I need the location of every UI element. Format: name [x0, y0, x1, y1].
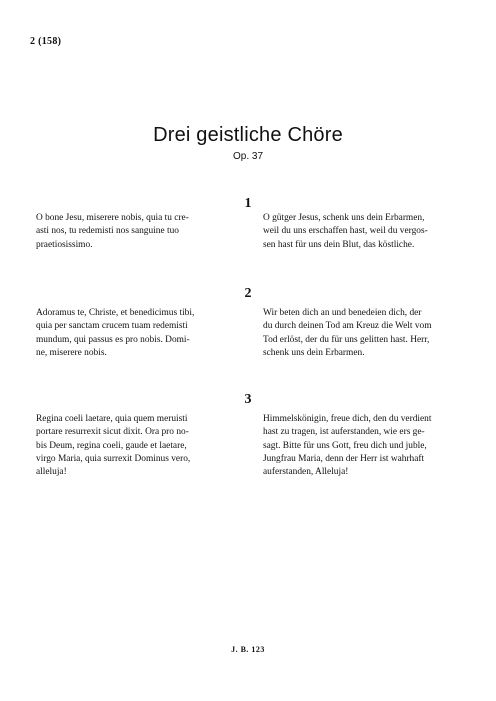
section-number-3: 3: [244, 392, 252, 407]
section-number-2: 2: [244, 286, 252, 301]
german-line: sagt. Bitte für uns Gott, freu dich und juble,: [263, 440, 427, 451]
section-1-latin-text: [36, 212, 232, 252]
section-2-german-text: [263, 307, 459, 360]
latin-line: praetiosissimo.: [36, 239, 93, 250]
opus-number: Op. 37: [232, 151, 264, 162]
footer-plate-number: J. B. 123: [231, 645, 265, 654]
latin-line: asti nos, tu redemisti nos sanguine tuo: [36, 226, 179, 237]
latin-line: virgo Maria, quia surrexit Dominus vero,: [36, 453, 191, 464]
german-line: Himmelskönigin, freue dich, den du verdient: [263, 414, 432, 424]
german-line: schenk uns dein Erbarmen.: [263, 347, 365, 358]
section-3-german-text: [263, 413, 459, 479]
german-line: auferstanden, Alleluja!: [263, 467, 349, 478]
latin-line: mundum, qui passus es pro nobis. Domi-: [36, 334, 190, 345]
section-2-latin-text: [36, 307, 232, 360]
german-line: O gütger Jesus, schenk uns dein Erbarmen,: [263, 213, 425, 223]
latin-line: ne, miserere nobis.: [36, 347, 107, 358]
latin-line: bis Deum, regina coeli, gaude et laetare,: [36, 440, 187, 451]
latin-line: quia per sanctam crucem tuam redemisti: [36, 321, 188, 332]
latin-line: Regina coeli laetare, quia quem meruisti: [36, 414, 188, 424]
german-line: sen hast für uns dein Blut, das köstliche.: [263, 239, 415, 250]
latin-line: Adoramus te, Christe, et benedicimus tibi,: [36, 308, 195, 318]
german-line: Tod erlöst, der du für uns gelitten hast. Herr,: [263, 334, 430, 345]
german-line: du durch deinen Tod am Kreuz die Welt vom: [263, 321, 432, 332]
latin-line: portare resurrexit sicut dixit. Ora pro no-: [36, 427, 189, 438]
section-number-1: 1: [244, 196, 252, 211]
latin-line: alleluja!: [36, 467, 67, 478]
page-title: Drei geistliche Chöre: [153, 124, 343, 146]
german-line: Jungfrau Maria, denn der Herr ist wahrhaft: [263, 453, 425, 464]
section-3-latin-text: [36, 413, 232, 479]
latin-line: O bone Jesu, miserere nobis, quia tu cre-: [36, 213, 189, 223]
german-line: weil du uns erschaffen hast, weil du vergos-: [263, 226, 428, 237]
page-number: 2 (158): [30, 36, 62, 47]
section-1-german-text: [263, 212, 459, 252]
german-line: Wir beten dich an und benedeien dich, der: [263, 308, 422, 318]
german-line: hast zu tragen, ist auferstanden, wie ers ge-: [263, 427, 425, 438]
